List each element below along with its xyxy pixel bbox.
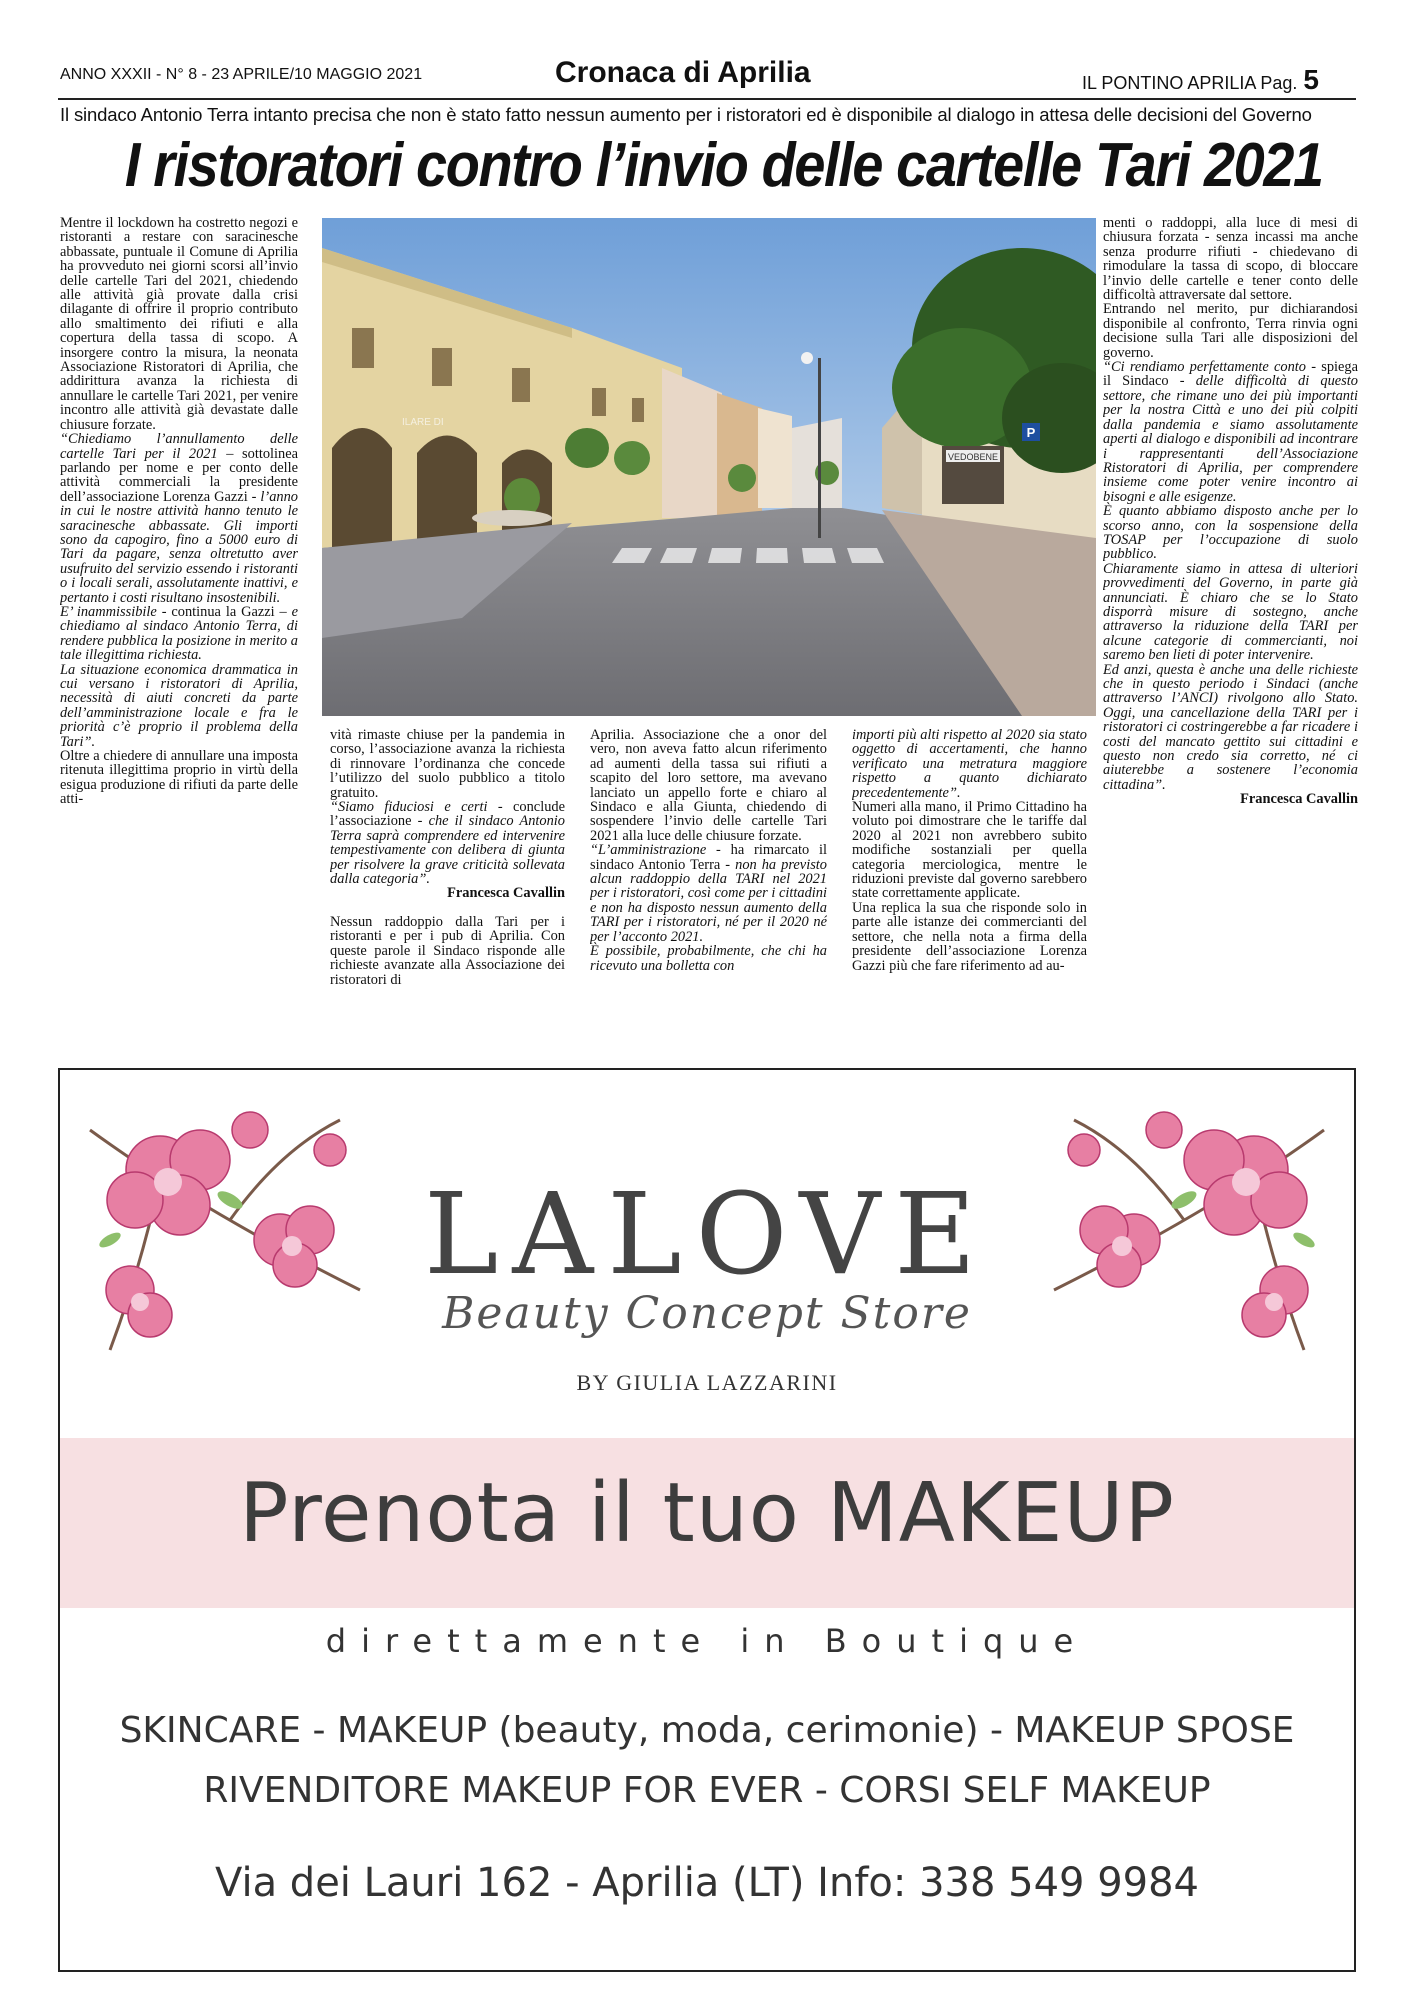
street-photo	[322, 218, 1096, 716]
text: continua la Gazzi –	[171, 603, 287, 620]
article-column-2	[330, 728, 565, 1051]
article-column-3	[590, 728, 827, 1051]
quote: delle difficoltà di questo settore, che rimane uno dei più importanti per la nostra Città e uno dei più colpiti dalla pandemia e siamo assolutamente aperti al dialogo e disponibili ad incontrare i rappresentanti dell’Associazione Ristoratori di Aprilia, per comprendere insieme come poter venire incontro ai bisogni e alle esigenze.	[1103, 373, 1358, 505]
ad-subtitle: direttamente in Boutique	[325, 1622, 1089, 1660]
ad-byline: BY GIULIA LAZZARINI	[576, 1370, 838, 1395]
ad-tagline: Beauty Concept Store	[442, 1288, 972, 1339]
paragraph: Numeri alla mano, il Primo Cittadino ha voluto poi dimostrare che le tariffe dal 2020 al 2021 non avrebbero subito modifiche sostanziali per quella categoria merciologica, mentre le riduzioni previste dal governo sarebbero state correttamente applicate.	[852, 799, 1087, 902]
quote: importi più alti rispetto al 2020 sia stato oggetto di accertamenti, che hanno verificato una metratura maggiore rispetto a quanto dichiarato precedentemente”.	[852, 728, 1087, 801]
article-column-1	[60, 216, 298, 1051]
paper-name	[1082, 64, 1319, 96]
quote: “Siamo fiduciosi e certi -	[330, 799, 503, 816]
paragraph	[1103, 562, 1358, 663]
store-sign-text: ILARE DI	[402, 417, 444, 428]
ad-address: Via dei Lauri 162 - Aprilia (LT) Info: 338 549 9984	[214, 1860, 1199, 1906]
paragraph	[330, 800, 565, 886]
masthead-rule	[58, 98, 1356, 100]
ad-brand-logo: LALOVE	[423, 1170, 991, 1300]
paragraph	[1103, 504, 1358, 562]
paragraph: vità rimaste chiuse per la pandemia in corso, l’associazione avanza la richiesta di rinnovare l’ordinanza che concede l’utilizzo del suolo pubblico a titolo gratuito.	[330, 728, 565, 801]
quote: e chiediamo al sindaco Antonio Terra, di rendere pubblica la posizione in merito a tale illegittima richiesta.	[60, 603, 298, 664]
quote: che il sindaco Antonio Terra saprà comprendere ed intervenire tempestivamente con delibera di giunta per risolvere la grave criticità sollevata dalla categoria”.	[330, 813, 565, 888]
paragraph	[60, 432, 298, 605]
article-column-4	[852, 728, 1087, 1051]
article-headline: I ristoratori contro l’invio delle cartelle Tari 2021	[124, 131, 1323, 200]
quote: E’ inammissibile -	[60, 603, 167, 620]
quote: È possibile, probabilmente, che chi ha ricevuto una bolletta con	[590, 943, 827, 974]
paragraph: Oltre a chiedere di annullare una imposta ritenuta illegittima proprio in virtù della esigua produzione di rifiuti da parte delle atti-	[60, 748, 298, 808]
paper-label: IL PONTINO APRILIA Pag.	[1082, 73, 1298, 93]
paragraph	[590, 843, 827, 944]
author-signature: Francesca Cavallin	[1240, 791, 1358, 808]
paragraph: Aprilia. Associazione che a onor del vero, non aveva fatto alcun riferimento ad aumenti della tassa sui rifiuti a scapito del loro settore, ma avevano lanciato un appello forte e chiaro al Sindaco e alla Giunta, chiedendo di sospendere l’invio delle cartelle Tari 2021 alla luce delle chiusure forzate.	[590, 728, 827, 844]
quote: La situazione economica drammatica in cui versano i ristoratori di Aprilia, necessità di aiuti concreti da parte dell’amministrazione locale e fra le priorità c’è proprio il problema della Tari”.	[60, 661, 298, 750]
text: sottolinea parlando per nome e per conto delle attività commerciali la presidente dell’associazione Lorenza Gazzi -	[60, 445, 298, 505]
paragraph	[60, 605, 298, 663]
quote: Ed anzi, questa è anche una delle richieste che in questo periodo i Sindaci (anche attraverso l’ANCI) rivolgono allo Stato. Oggi, una cancellazione della TARI per i ristoratori ci costringerebbe a far ricadere i costi del mancato gettito sui cittadini e questo non credo sia corretto, né ci aiuterebbe a sostenere l’economia cittadina”.	[1103, 661, 1358, 793]
paragraph: Mentre il lockdown ha costretto negozi e ristoranti a restare con saracinesche abbassate, puntuale il Comune di Aprilia ha provveduto nei giorni scorsi all’invio delle cartelle Tari del 2021, chiedendo alle attività già provate dalla crisi dilagante di offrire il proprio contributo allo smaltimento dei rifiuti e alla copertura della tassa di scopo. A insorgere contro la misura, la neonata Associazione Ristoratori di Aprilia, che addirittura avanza la richiesta di annullare le cartelle Tari 2021, per venire incontro alle attività già devastate dalle chiusure forzate.	[60, 216, 298, 433]
article-column-5	[1103, 216, 1358, 1051]
shop-sign-text: VEDOBENE	[947, 452, 999, 462]
text: ha rimarcato il sindaco Antonio Terra -	[590, 842, 827, 873]
quote: Chiaramente siamo in attesa di ulteriori provvedimenti del Governo, in parte già annunciati. È chiaro che se lo Stato disporrà misure di sostegno, anche attraverso la riduzione della TARI per alcune categorie di commercianti, noi saremo ben lieti di poter intervenire.	[1103, 560, 1358, 664]
quote: “Chiediamo l’annullamento delle cartelle Tari per il 2021 –	[60, 431, 298, 462]
issue-info: ANNO XXXII - N° 8 - 23 APRILE/10 MAGGIO 2021	[60, 66, 423, 83]
article-kicker: Il sindaco Antonio Terra intanto precisa che non è stato fatto nessun aumento per i ristoratori ed è disponibile al dialogo in attesa delle decisioni del Governo	[60, 104, 1312, 125]
paragraph: menti o raddoppi, alla luce di mesi di chiusura forzata - senza incassi ma anche senza produrre rifiuti - chiedevano di rimodulare la tassa di scopo, di bloccare l’invio delle cartelle e tener conto delle difficoltà attraversate dal settore.	[1103, 216, 1358, 304]
text: concludе l’associazione -	[330, 799, 565, 830]
quote: non ha previsto alcun raddoppio della TARI nel 2021 per i ristoratori, così come per i cittadini e non ha disposto nessun aumento della TARI per i ristoratori, né per il 2020 né per l’acconto 2021.	[590, 856, 827, 945]
paragraph	[60, 663, 298, 749]
paragraph	[1103, 360, 1358, 504]
advertisement	[58, 1068, 1356, 1972]
parking-sign-text: P	[1026, 425, 1036, 440]
ad-services-line-1: SKINCARE - MAKEUP (beauty, moda, cerimonie) - MAKEUP SPOSE	[119, 1710, 1295, 1751]
quote: “Ci rendiamo perfettamente conto -	[1103, 359, 1316, 376]
paragraph: Nessun raddoppio dalla Tari per i ristoranti e per i pub di Aprilia. Con queste parole il Sindaco risponde alle richieste avanzate alla Associazione dei ristoratori di	[330, 913, 565, 988]
ad-services-line-2: RIVENDITORE MAKEUP FOR EVER - CORSI SELF MAKEUP	[203, 1770, 1211, 1811]
ad-call-to-action: Prenota il tuo MAKEUP	[239, 1466, 1175, 1561]
author-signature: Francesca Cavallin	[447, 885, 565, 902]
quote: “L’amministrazione -	[590, 842, 721, 859]
page-number: 5	[1303, 64, 1319, 95]
text: spiega il Sindaco -	[1103, 359, 1358, 390]
paragraph: Entrando nel merito, pur dichiarandosi disponibile al confronto, Terra rinvia ogni decisione sulla Tari alle disposizioni del governo.	[1103, 301, 1358, 361]
section-title: Cronaca di Aprilia	[555, 56, 811, 89]
quote: l’anno in cui le nostre attività hanno tenuto le saracinesche abbassate. Gli importi sono da capogiro, fino a 5000 euro di Tari da pagare, senza oltretutto aver usufruito del servizio essendo i ristoranti o i locali serali, assolutamente inattivi, e pertanto i costi risultano insostenibili.	[60, 488, 298, 606]
paragraph	[590, 944, 827, 973]
street-photo-image	[322, 218, 1096, 716]
paragraph: Una replica la sua che risponde solo in parte alle istanze dei commercianti del settore, che nella nota a firma della presidente dell’associazione Lorenza Gazzi più che fare riferimento ad au-	[852, 899, 1087, 974]
paragraph	[1103, 663, 1358, 793]
quote: È quanto abbiamo disposto anche per lo scorso anno, con la sospensione della TOSAP per l’occupazione di suolo pubblico.	[1103, 503, 1358, 563]
paragraph	[852, 728, 1087, 800]
